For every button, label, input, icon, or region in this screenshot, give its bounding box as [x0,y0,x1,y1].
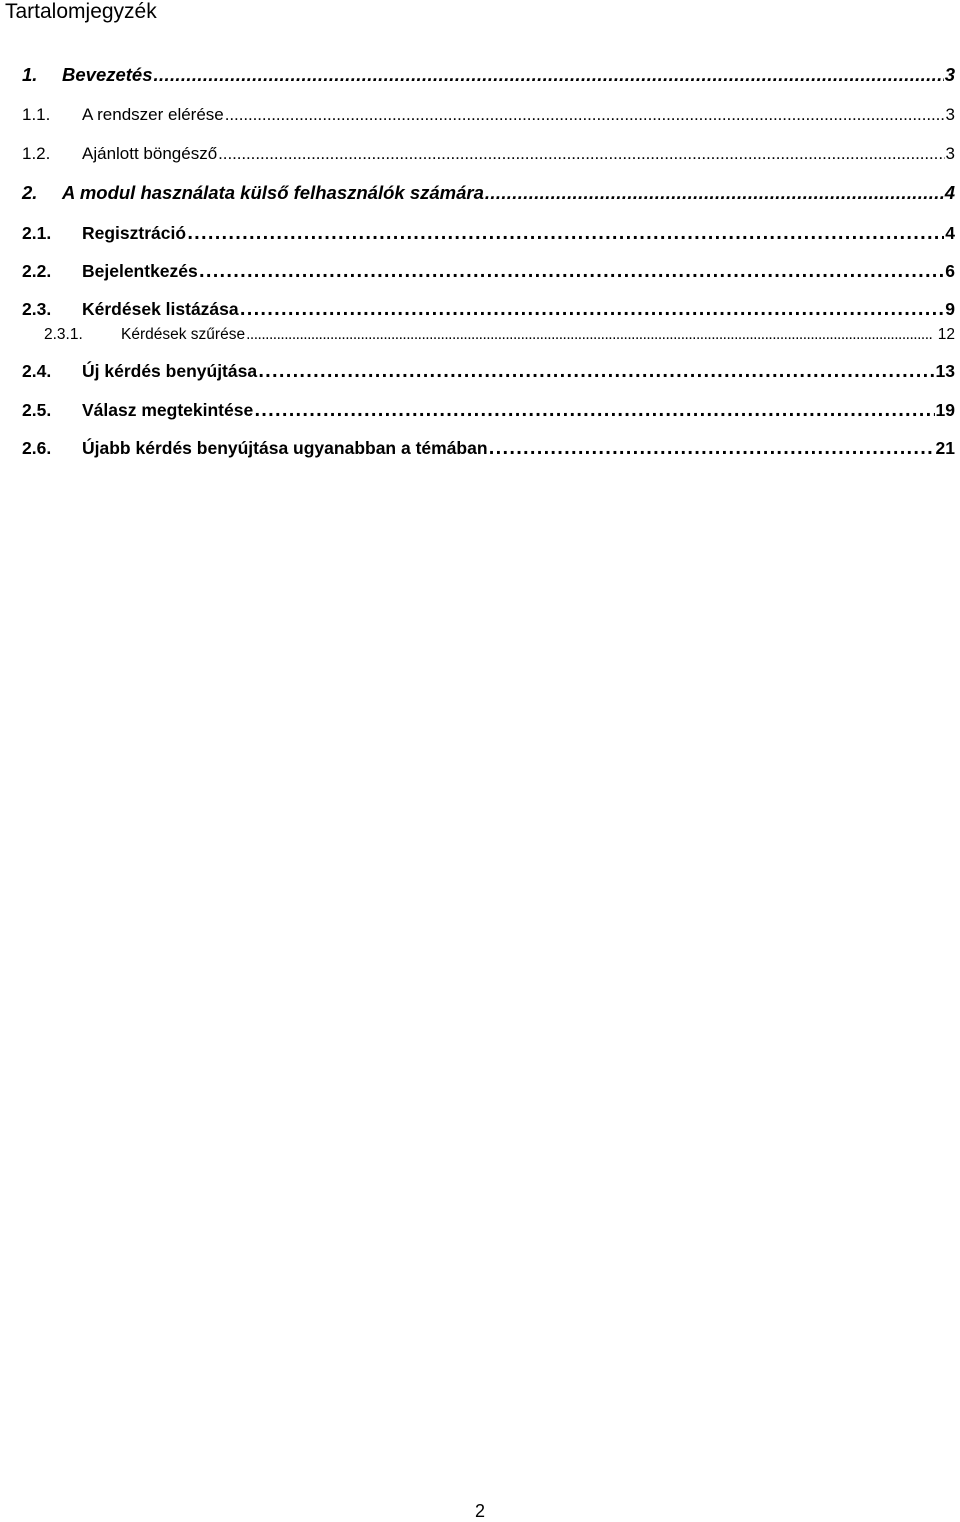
toc-dot-leader [240,299,945,321]
toc-entry-number: 1. [22,64,38,85]
toc-entry-2-1[interactable] [22,222,955,245]
toc-dot-leader [258,361,934,383]
toc-entry-label: Bejelentkezés [82,261,198,281]
toc-dot-leader [199,261,945,283]
toc-dot-leader [246,325,937,345]
toc-dot-leader [154,63,944,87]
toc-entry-page: 6 [945,261,955,281]
toc-entry-page: 4 [944,182,955,203]
toc-entry-2-3[interactable] [22,298,955,321]
toc-entry-number: 2.1. [22,223,52,243]
toc-dot-leader [218,143,944,165]
toc-entry-number: 2.5. [22,400,52,420]
toc-entry-label: Válasz megtekintése [82,400,254,420]
toc-entry-2-5[interactable] [22,399,955,422]
toc-entry-number: 2.2. [22,261,52,281]
toc-entry-label: Bevezetés [62,64,153,85]
table-of-contents [0,0,960,460]
toc-entry-number: 1.2. [22,144,51,163]
toc-dot-leader [187,223,944,245]
toc-entry-2-2[interactable] [22,260,955,283]
toc-entry-1-1[interactable] [22,104,955,126]
toc-entry-1[interactable] [22,63,955,87]
toc-entry-1-2[interactable] [22,143,955,165]
toc-entry-2[interactable] [22,181,955,205]
toc-entry-2-6[interactable] [22,437,955,460]
toc-entry-label: Új kérdés benyújtása [82,361,258,381]
toc-entry-number: 2. [22,182,38,203]
toc-entry-label: A modul használata külső felhasználók számára [62,182,484,203]
toc-entry-label: Kérdések listázása [82,299,239,319]
toc-dot-leader [489,438,935,460]
page-title: Tartalomjegyzék [5,0,157,23]
toc-entry-page: 19 [935,400,955,420]
toc-entry-page: 13 [935,361,955,381]
toc-entry-number: 2.6. [22,438,52,458]
toc-entry-page: 12 [937,326,955,343]
toc-dot-leader [225,104,945,126]
toc-entry-label: A rendszer elérése [82,105,224,124]
toc-entry-number: 2.3.1. [44,326,83,343]
toc-entry-number: 2.4. [22,361,52,381]
toc-entry-label: Kérdések szűrése [121,326,246,343]
toc-entry-2-3-1[interactable] [44,325,955,345]
toc-entry-page: 21 [935,438,955,458]
toc-entry-label: Ajánlott böngésző [82,144,218,163]
toc-dot-leader [254,400,934,422]
toc-entry-page: 3 [944,64,955,85]
toc-entry-2-4[interactable] [22,360,955,383]
toc-entry-label: Regisztráció [82,223,187,243]
toc-entry-number: 2.3. [22,299,52,319]
toc-entry-page: 3 [945,144,955,163]
toc-entry-page: 3 [945,105,955,124]
toc-dot-leader [485,181,944,205]
toc-entry-number: 1.1. [22,105,51,124]
toc-entry-page: 9 [945,299,955,319]
toc-entry-page: 4 [945,223,955,243]
toc-entry-label: Újabb kérdés benyújtása ugyanabban a témában [82,438,488,458]
page-number: 2 [474,1501,485,1521]
